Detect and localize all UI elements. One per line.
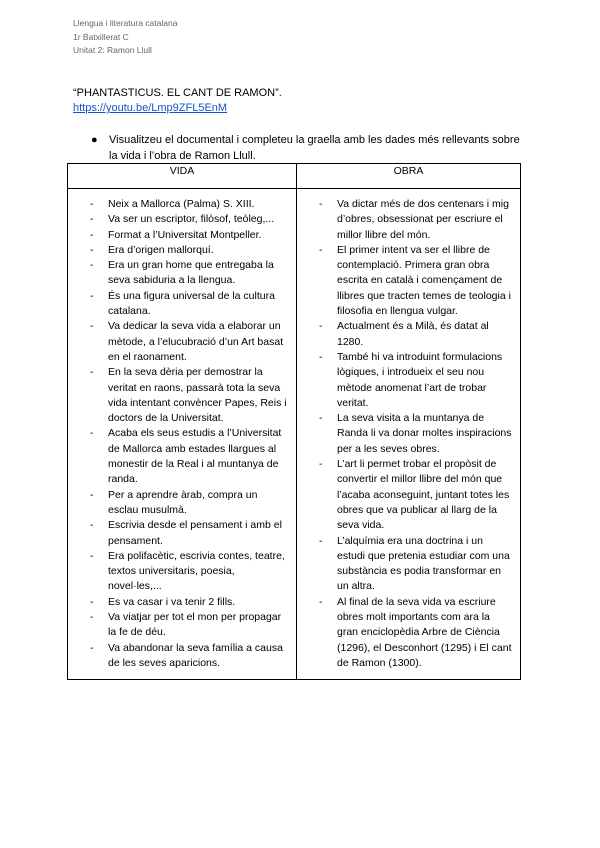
vida-item-text: Va viatjar per tot el mon per propagar la fe de déu. bbox=[108, 611, 282, 639]
dash-marker: - bbox=[319, 534, 323, 547]
vida-item bbox=[68, 549, 288, 595]
vida-item-text: Era d’origen mallorquí. bbox=[108, 243, 214, 256]
vida-item-text: Neix a Mallorca (Palma) S. XIII. bbox=[108, 198, 255, 210]
dash-marker: - bbox=[90, 289, 94, 302]
vida-item bbox=[68, 243, 288, 258]
obra-item bbox=[297, 534, 512, 595]
obra-item-text: Va dictar més de dos centenars i mig d’obres, obsessionat per escriure el millor llibre del món. bbox=[337, 198, 509, 241]
vida-item-text: És una figura universal de la cultura catalana. bbox=[108, 289, 275, 318]
vida-item bbox=[68, 488, 288, 519]
dash-marker: - bbox=[319, 458, 323, 471]
vida-item-text: Format a l’Universitat Montpeller. bbox=[108, 228, 262, 241]
instruction-line-2: la vida i l’obra de Ramon Llull. bbox=[109, 149, 256, 162]
obra-list bbox=[297, 197, 512, 671]
vida-item bbox=[68, 426, 288, 487]
dash-marker: - bbox=[90, 259, 94, 272]
vida-item-text: Es va casar i va tenir 2 fills. bbox=[108, 595, 236, 608]
vida-item bbox=[68, 289, 288, 320]
document-header bbox=[73, 17, 177, 58]
obra-item-text: Al final de la seva vida va escriure obres molt importants com ara la gran enciclopèdia Arbre de Ciència (1296), el Desconhort (1295) i El cant de Ramon (1300). bbox=[337, 595, 512, 669]
dash-marker: - bbox=[90, 213, 94, 226]
header-subject: Llengua i literatura catalana bbox=[73, 18, 178, 28]
vida-item bbox=[68, 197, 288, 212]
obra-item-text: Actualment és a Milà, és datat al 1280. bbox=[337, 320, 489, 348]
bullet-icon: ● bbox=[91, 134, 98, 146]
youtube-link[interactable]: https://youtu.be/Lmp9ZFL5EnM bbox=[73, 102, 228, 114]
obra-item bbox=[297, 411, 512, 457]
obra-item-text: També hi va introduint formulacions lògiques, i introdueix el seu nou mètode anomenat l’art de trobar veritat. bbox=[337, 350, 503, 409]
dash-marker: - bbox=[90, 611, 94, 624]
obra-item bbox=[297, 350, 512, 411]
dash-marker: - bbox=[90, 549, 94, 562]
document-title bbox=[73, 86, 282, 116]
dash-marker: - bbox=[90, 641, 94, 654]
obra-item-text: L’art li permet trobar el propòsit de convertir el millor llibre del món que l’acaba aconseguint, juntant totes les obres que va publicar al llarg de la seva vida. bbox=[337, 458, 510, 532]
vida-item-text: Per a aprendre àrab, compra un esclau musulmà. bbox=[108, 488, 258, 516]
vida-item-text: Era un gran home que entregaba la seva sabiduria a la llengua. bbox=[108, 259, 274, 287]
instruction-paragraph bbox=[91, 133, 531, 164]
header-unit: Unitat 2: Ramon Llull bbox=[73, 45, 152, 55]
dash-marker: - bbox=[90, 320, 94, 333]
obra-item bbox=[297, 197, 512, 243]
vida-item-text: Era polifacètic, escrivia contes, teatre, textos universitaris, poesia, novel·les,... bbox=[108, 549, 285, 593]
vida-item bbox=[68, 319, 288, 365]
dash-marker: - bbox=[319, 595, 323, 608]
obra-item-text: La seva visita a la muntanya de Randa li va donar moltes inspiracions per a les seves obres. bbox=[337, 412, 512, 455]
instruction-line-1: Visualitzeu el documental i completeu la graella amb les dades més rellevants sobre bbox=[109, 134, 520, 146]
dash-marker: - bbox=[90, 595, 94, 608]
dash-marker: - bbox=[319, 350, 323, 363]
life-work-table bbox=[67, 163, 521, 680]
obra-item-text: L’alquímia era una doctrina i un estudi que pretenia estudiar com una substància es podia transformar en un altra. bbox=[337, 534, 510, 593]
vida-item bbox=[68, 258, 288, 289]
header-course: 1r Batxillerat C bbox=[73, 31, 129, 42]
vida-cell[interactable] bbox=[68, 189, 297, 680]
obra-item bbox=[297, 595, 512, 671]
dash-marker: - bbox=[319, 412, 323, 425]
obra-item bbox=[297, 319, 512, 350]
dash-marker: - bbox=[319, 320, 323, 333]
vida-item bbox=[68, 518, 288, 549]
vida-item bbox=[68, 610, 288, 641]
vida-item bbox=[68, 595, 288, 610]
dash-marker: - bbox=[319, 243, 323, 256]
vida-list bbox=[68, 197, 288, 671]
obra-item-text: El primer intent va ser el llibre de contemplació. Primera gran obra escrita en català i començament de llibres que tracten temes de teologia i filosofia en llengua vulgar. bbox=[337, 243, 511, 318]
obra-item bbox=[297, 243, 512, 319]
dash-marker: - bbox=[90, 228, 94, 241]
obra-item bbox=[297, 457, 512, 533]
dash-marker: - bbox=[90, 366, 94, 379]
dash-marker: - bbox=[90, 519, 94, 532]
vida-item-text: En la seva dèria per demostrar la veritat en raons, passarà tota la seva vida intentant convèncer Papes, Reis i doctors de la Universitat. bbox=[108, 366, 287, 425]
dash-marker: - bbox=[90, 488, 94, 501]
column-header-vida: VIDA bbox=[68, 164, 297, 189]
vida-item-text: Va abandonar la seva família a causa de les seves aparicions. bbox=[108, 641, 283, 669]
vida-item bbox=[68, 641, 288, 672]
vida-item bbox=[68, 228, 288, 243]
vida-item bbox=[68, 212, 288, 227]
vida-item-text: Acaba els seus estudis a l’Universitat de Mallorca amb estades llargues al monestir de la Real i al muntanya de randa. bbox=[108, 427, 282, 486]
dash-marker: - bbox=[90, 198, 94, 210]
dash-marker: - bbox=[90, 243, 94, 256]
vida-item-text: Va dedicar la seva vida a elaborar un mètode, a l’elucubració d’un Art basat en el raonament. bbox=[108, 320, 284, 363]
vida-item-text: Escrivia desde el pensament i amb el pensament. bbox=[108, 519, 282, 547]
vida-item-text: Va ser un escriptor, filòsof, teòleg,... bbox=[108, 213, 275, 226]
obra-cell[interactable] bbox=[297, 189, 521, 680]
dash-marker: - bbox=[90, 427, 94, 440]
column-header-obra: OBRA bbox=[297, 164, 521, 189]
title-heading: “PHANTASTICUS. EL CANT DE RAMON”. bbox=[73, 87, 282, 99]
vida-item bbox=[68, 365, 288, 426]
dash-marker: - bbox=[319, 198, 323, 210]
